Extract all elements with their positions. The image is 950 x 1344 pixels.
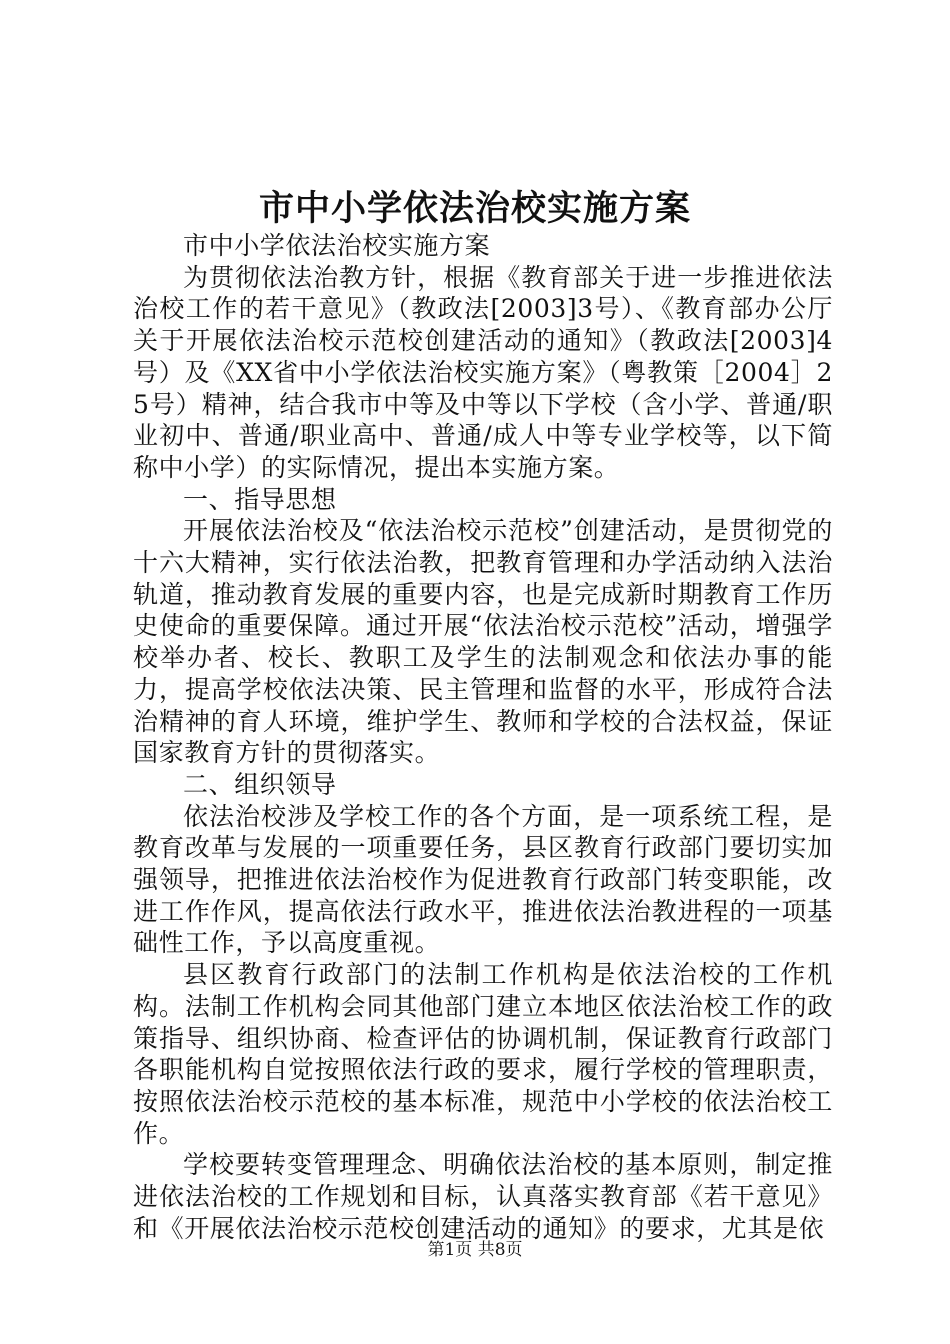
paragraph-organization-1: 依法治校涉及学校工作的各个方面，是一项系统工程，是教育改革与发展的一项重要任务，县区教育行政部门要切实加强领导，把推进依法治校作为促进教育行政部门转变职能，改进工作作风，提高依法行政水平，推进依法治教进程的一项基础性工作，予以高度重视。: [133, 801, 833, 958]
document-body: [133, 230, 833, 1245]
page-number: 第1页: [427, 1240, 473, 1260]
paragraph-intro: 为贯彻依法治教方针，根据《教育部关于进一步推进依法治校工作的若干意见》（教政法[2003]3号）、《教育部办公厅关于开展依法治校示范校创建活动的通知》（教政法[2003]4号）及《XX省中小学依法治校实施方案》（粤教策［2004］25号）精神，结合我市中等及中等以下学校（含小学、普通/职业初中、普通/职业高中、普通/成人中等专业学校等，以下简称中小学）的实际情况，提出本实施方案。: [133, 262, 833, 482]
paragraph-heading-repeat: 市中小学依法治校实施方案: [183, 231, 491, 260]
document-title: 市中小学依法治校实施方案: [258, 188, 691, 229]
paragraph-guiding-ideology: 开展依法治校及“依法治校示范校”创建活动，是贯彻党的十六大精神，实行依法治教，把教育管理和办学活动纳入法治轨道，推动教育发展的重要内容，也是完成新时期教育工作历史使命的重要保障。通过开展“依法治校示范校”活动，增强学校举办者、校长、教职工及学生的法制观念和依法办事的能力，提高学校依法决策、民主管理和监督的水平，形成符合法治精神的育人环境，维护学生、教师和学校的合法权益，保证国家教育方针的贯彻落实。: [133, 516, 833, 768]
page-total: 共8页: [477, 1240, 523, 1260]
page-footer: [0, 1238, 950, 1262]
section-heading-guiding-ideology: 一、指导思想: [183, 484, 337, 514]
paragraph-organization-3: 学校要转变管理理念、明确依法治校的基本原则，制定推进依法治校的工作规划和目标，认真落实教育部《若干意见》和《开展依法治校示范校创建活动的通知》的要求，尤其是依: [133, 1150, 833, 1243]
section-heading-organization: 二、组织领导: [183, 769, 337, 799]
paragraph-organization-2: 县区教育行政部门的法制工作机构是依法治校的工作机构。法制工作机构会同其他部门建立本地区依法治校工作的政策指导、组织协商、检查评估的协调机制，保证教育行政部门各职能机构自觉按照依法行政的要求，履行学校的管理职责，按照依法治校示范校的基本标准，规范中小学校的依法治校工作。: [133, 960, 833, 1148]
